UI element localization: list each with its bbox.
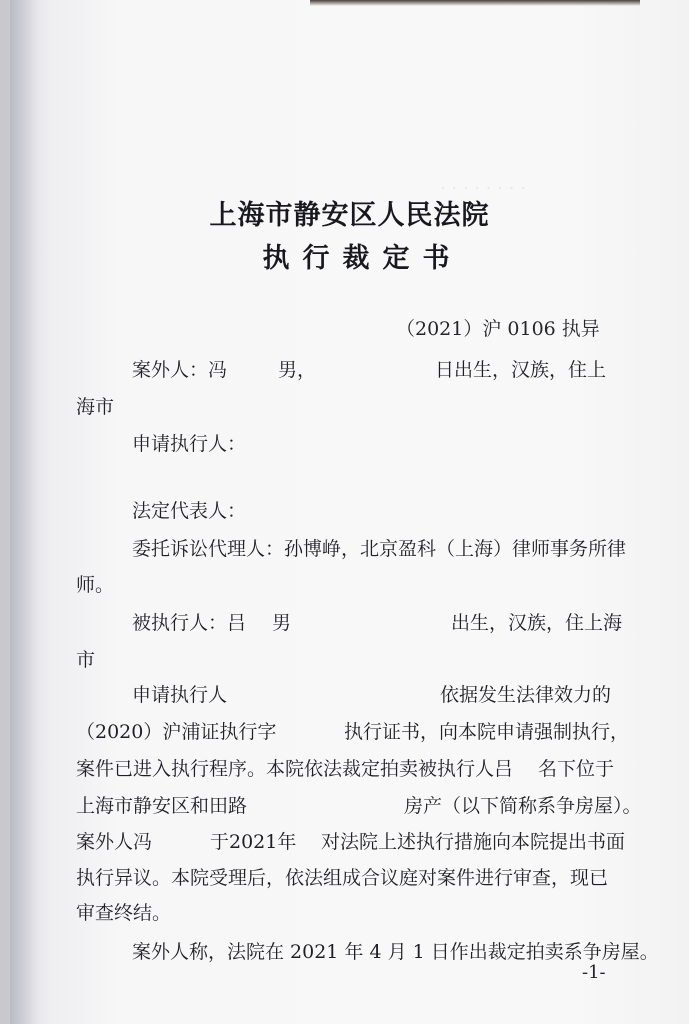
text-line: 审查终结。 [76, 902, 172, 924]
text-line: 上海市静安区和田路 [76, 795, 248, 817]
text-line: 执行证书，向本院申请强制执行， [344, 721, 630, 743]
case-number: （2021）沪 0106 执异 [396, 318, 600, 340]
text-line: 法定代表人： [132, 500, 247, 522]
binding-shadow [310, 0, 640, 6]
text-line: 案外人称，法院在 2021 年 4 月 1 日作出裁定拍卖系争房屋。 [132, 941, 659, 963]
text-line: 案外人冯 [76, 831, 153, 853]
text-line: 出生，汉族，住上海 [451, 612, 623, 634]
text-line: 海市 [76, 396, 115, 418]
text-line: 申请执行人 [132, 684, 228, 706]
text-line: 日出生，汉族，住上 [435, 359, 607, 381]
text-line: 房产（以下简称系争房屋）。 [404, 795, 642, 817]
bleed-through-text: · · · · · · · · [440, 178, 526, 199]
text-line: 执行异议。本院受理后，依法组成合议庭对案件进行审查，现已 [76, 867, 609, 889]
text-line: 案件已进入执行程序。本院依法裁定拍卖被执行人吕 [76, 758, 514, 780]
page-edge-shade [10, 0, 38, 1024]
text-line: 申请执行人： [132, 433, 247, 455]
text-line: 委托诉讼代理人：孙博峥，北京盈科（上海）律师事务所律 [132, 538, 627, 560]
text-line: 对法院上述执行措施向本院提出书面 [321, 831, 626, 853]
text-line: 依据发生法律效力的 [440, 684, 612, 706]
text-line: 男， [278, 359, 317, 381]
text-line: 名下位于 [538, 758, 615, 780]
document-page [10, 0, 689, 1024]
text-line: 师。 [76, 574, 115, 596]
text-line: 市 [76, 649, 96, 671]
document-title: 执行裁定书 [262, 243, 463, 274]
text-line: 被执行人：吕 [132, 612, 247, 634]
text-line: 案外人：冯 [132, 359, 228, 381]
page-number: -1- [582, 962, 606, 983]
court-name: 上海市静安区人民法院 [209, 200, 490, 231]
text-line: 于2021年 [210, 831, 297, 853]
text-line: 男 [272, 612, 292, 634]
text-line: （2020）沪浦证执行字 [76, 721, 277, 743]
